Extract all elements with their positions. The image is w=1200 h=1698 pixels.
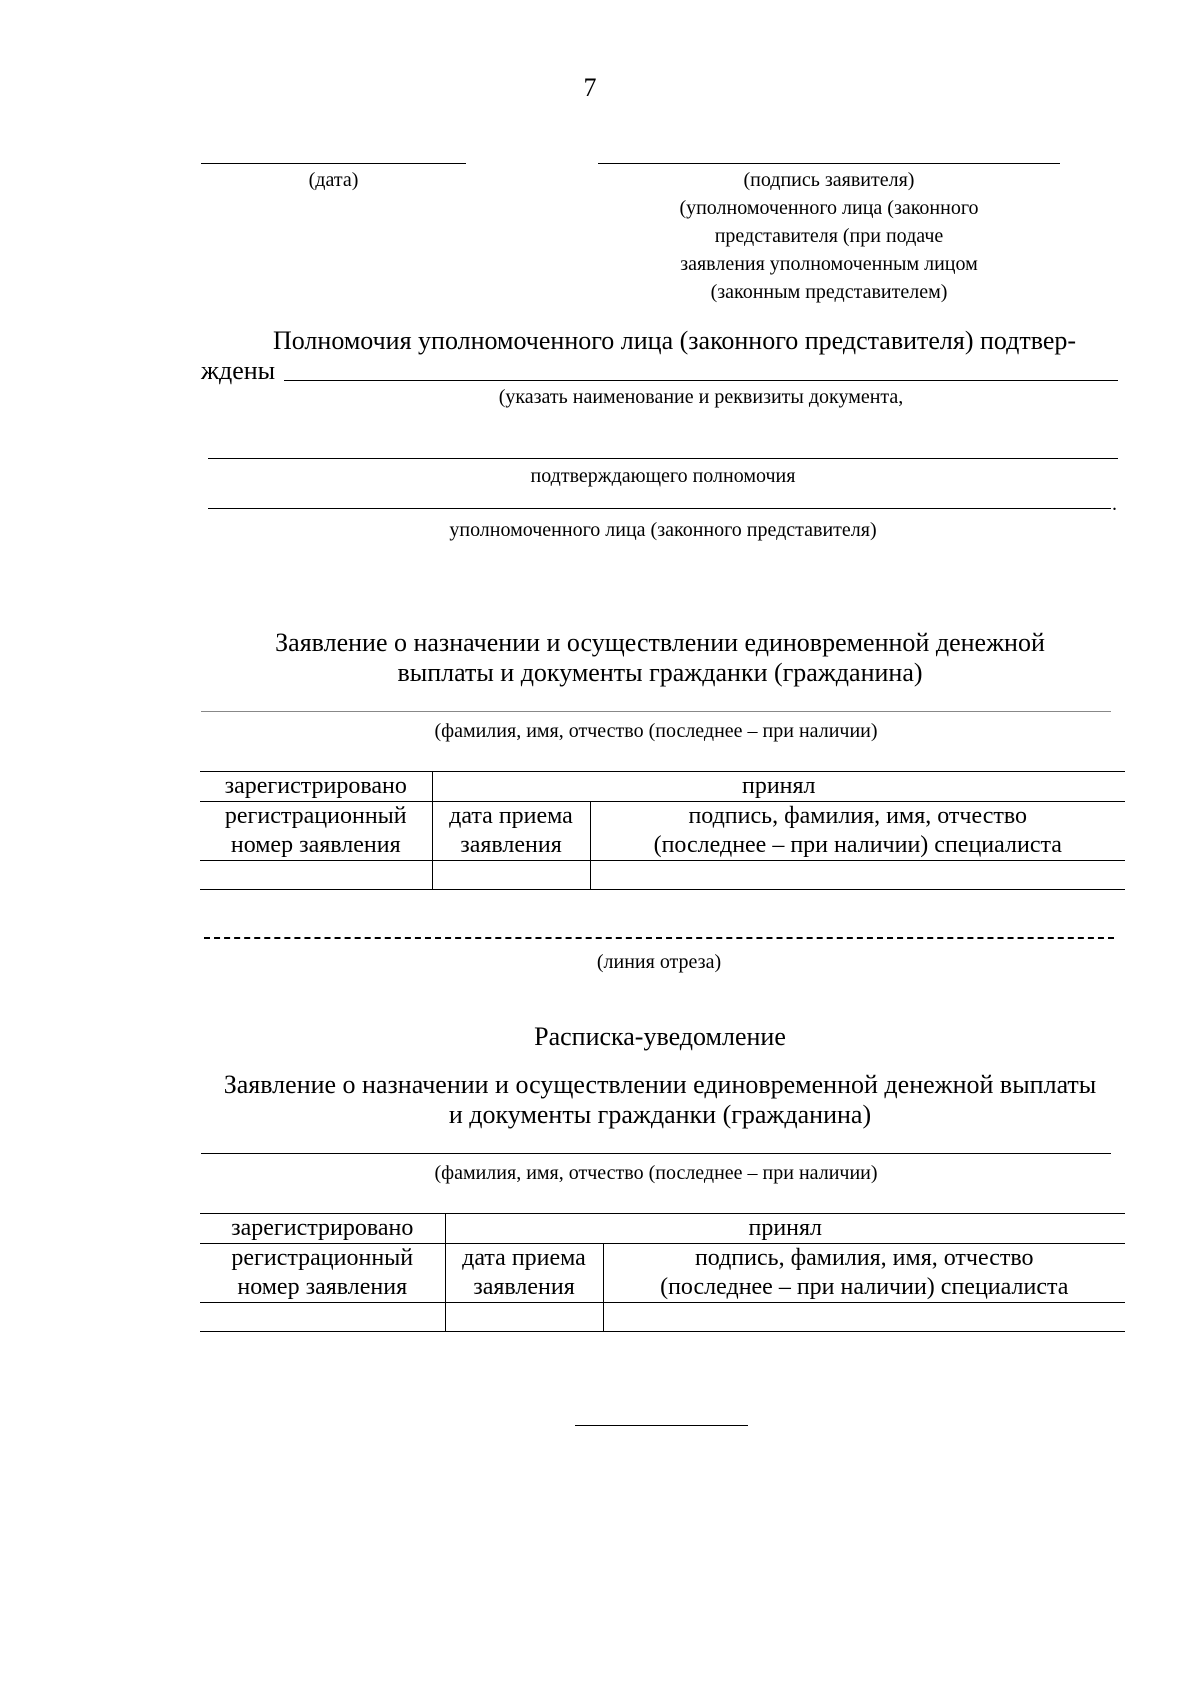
- specialist-header-line: подпись, фамилия, имя, отчество: [694, 1245, 1034, 1271]
- date-cell[interactable]: [445, 1303, 603, 1332]
- authority-caption-3: уполномоченного лица (законного представителя): [449, 519, 877, 541]
- authority-caption-2: подтверждающего полномочия: [530, 465, 796, 487]
- signature-caption-line: (законным представителем): [710, 281, 948, 303]
- date-header-line: заявления: [460, 832, 562, 858]
- authority-text-line1: Полномочия уполномоченного лица (законного представителя) подтвер-: [273, 326, 1077, 355]
- specialist-header: [603, 1244, 1125, 1303]
- reg-number-cell[interactable]: [200, 1303, 445, 1332]
- end-of-document-rule: [575, 1425, 748, 1426]
- authority-caption-1: (указать наименование и реквизиты документа,: [498, 386, 904, 408]
- section2-title-line1: Заявление о назначении и осуществлении единовременной денежной выплаты: [223, 1070, 1097, 1099]
- date-caption: (дата): [308, 169, 359, 191]
- specialist-header-line: (последнее – при наличии) специалиста: [660, 1274, 1069, 1300]
- reg-number-header-line: номер заявления: [237, 1274, 408, 1300]
- receipt-title: Расписка-уведомление: [534, 1022, 786, 1051]
- date-header-line: дата приема: [449, 803, 573, 829]
- date-line: [201, 163, 466, 164]
- accepted-header: принял: [432, 772, 1125, 802]
- authority-line-2: [208, 458, 1118, 459]
- section1-title-line2: выплаты и документы гражданки (гражданина): [397, 658, 923, 687]
- date-header-line: дата приема: [462, 1245, 586, 1271]
- accepted-header: принял: [445, 1214, 1125, 1244]
- signature-caption: [598, 166, 1060, 306]
- section1-title-line1: Заявление о назначении и осуществлении единовременной денежной: [275, 628, 1045, 657]
- signature-caption-line: представителя (при подаче: [714, 225, 944, 247]
- registered-header: зарегистрировано: [200, 772, 432, 802]
- specialist-header-line: (последнее – при наличии) специалиста: [653, 832, 1062, 858]
- authority-line-3: [208, 508, 1111, 509]
- specialist-cell[interactable]: [590, 861, 1125, 890]
- section2-title-line2: и документы гражданки (гражданина): [448, 1100, 872, 1129]
- page-number: 7: [583, 73, 597, 102]
- signature-caption-line: заявления уполномоченным лицом: [680, 253, 978, 275]
- signature-caption-line: (подпись заявителя): [743, 169, 915, 191]
- specialist-header-line: подпись, фамилия, имя, отчество: [688, 803, 1028, 829]
- reg-number-header-line: регистрационный: [231, 1245, 414, 1271]
- reg-number-cell[interactable]: [200, 861, 432, 890]
- reg-number-header: [200, 802, 432, 861]
- date-header: [445, 1244, 603, 1303]
- reg-number-header: [200, 1244, 445, 1303]
- authority-period: .: [1112, 493, 1117, 515]
- date-header-line: заявления: [473, 1274, 575, 1300]
- cut-line: [204, 937, 1114, 939]
- authority-text-line2: ждены: [201, 356, 276, 385]
- reg-number-header-line: номер заявления: [230, 832, 401, 858]
- section2-fio-caption: (фамилия, имя, отчество (последнее – при наличии): [434, 1162, 878, 1184]
- section2-fio-line: [201, 1153, 1111, 1154]
- signature-caption-line: (уполномоченного лица (законного: [679, 197, 979, 219]
- date-cell[interactable]: [432, 861, 590, 890]
- specialist-cell[interactable]: [603, 1303, 1125, 1332]
- date-header: [432, 802, 590, 861]
- reg-number-header-line: регистрационный: [224, 803, 407, 829]
- section1-registration-table: [200, 771, 1125, 890]
- cut-line-caption: (линия отреза): [596, 951, 722, 973]
- specialist-header: [590, 802, 1125, 861]
- authority-document-line: [284, 380, 1118, 381]
- section1-fio-caption: (фамилия, имя, отчество (последнее – при наличии): [434, 720, 878, 742]
- section1-fio-line: [201, 711, 1111, 712]
- section2-registration-table: [200, 1213, 1125, 1332]
- signature-line: [598, 163, 1060, 164]
- registered-header: зарегистрировано: [200, 1214, 445, 1244]
